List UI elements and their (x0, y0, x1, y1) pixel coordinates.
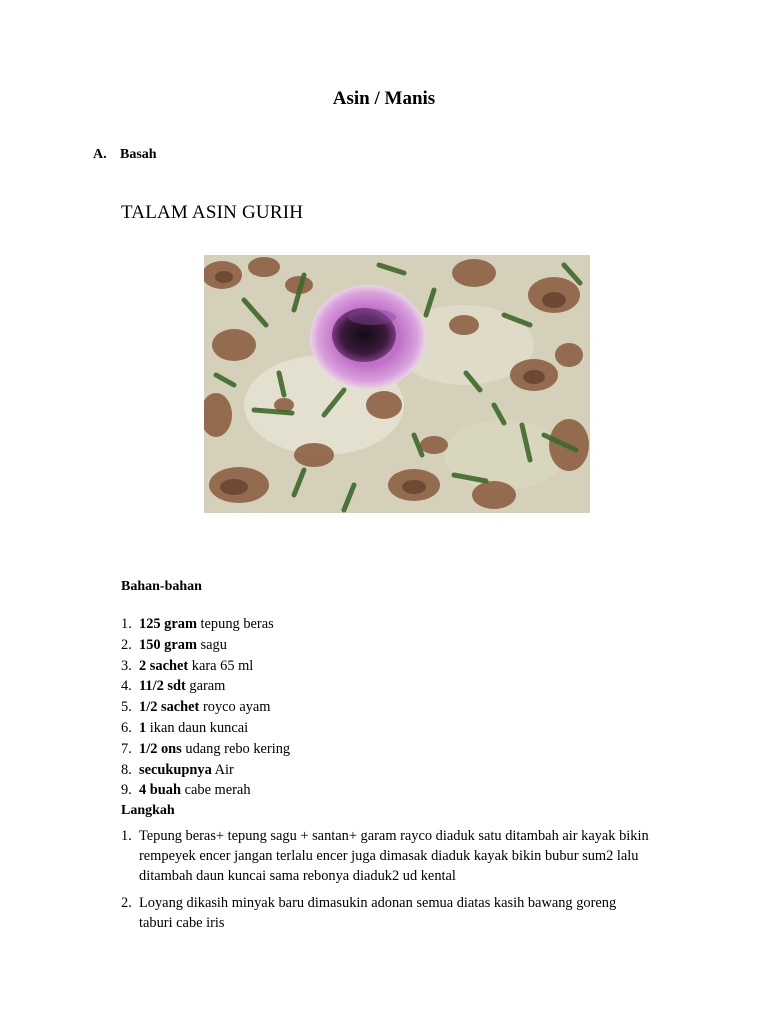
ingredient-number: 8. (121, 761, 132, 778)
ingredient-quantity: 2 sachet (139, 657, 189, 674)
step-number: 1. (121, 828, 132, 844)
ingredient-name: ikan daun kuncai (146, 719, 249, 736)
ingredient-name: udang rebo kering (181, 740, 291, 757)
ingredient-number: 5. (121, 699, 132, 716)
ingredient-number: 3. (121, 657, 132, 674)
ingredient-name: royco ayam (199, 699, 271, 716)
steps-list (121, 827, 651, 942)
ingredients-heading: Bahan-bahan (121, 579, 202, 594)
ingredient-quantity: 125 gram (139, 616, 197, 632)
steps-heading: Langkah (121, 803, 175, 818)
ingredient-item (121, 676, 681, 697)
step-text: Loyang dikasih minyak baru dimasukin adonan semua diatas kasih bawang goreng taburi cabe iris (139, 895, 617, 932)
ingredient-name: garam (185, 678, 226, 695)
ingredient-number: 1. (121, 616, 132, 632)
ingredient-number: 7. (121, 740, 132, 757)
ingredient-item (121, 718, 681, 739)
ingredient-quantity: 4 buah (139, 782, 181, 799)
ingredient-quantity: secukupnya (139, 761, 212, 778)
ingredient-number: 9. (121, 782, 132, 799)
ingredients-list (121, 614, 681, 801)
ingredient-item (121, 739, 681, 760)
talam-photo (204, 255, 590, 513)
step-item (121, 827, 651, 886)
ingredient-quantity: 150 gram (139, 636, 197, 653)
ingredient-item (121, 656, 681, 677)
ingredient-number: 4. (121, 678, 132, 695)
section-heading (93, 147, 157, 163)
ingredient-name: tepung beras (196, 616, 274, 632)
ingredient-name: Air (211, 761, 234, 778)
section-letter: A. (93, 147, 107, 162)
ingredient-name: kara 65 ml (188, 657, 254, 674)
talam-photo-icon (204, 255, 590, 513)
page-title: Asin / Manis (332, 88, 436, 109)
ingredient-item (121, 635, 681, 656)
step-text: Tepung beras+ tepung sagu + santan+ garam rayco diaduk satu ditambah air kayak bikin rempeyek encer jangan terlalu encer juga dimasak diaduk kayak bikin bubur sum2 lalu ditambah daun kuncai sama rebonya diaduk2 ud kental (139, 828, 649, 884)
ingredient-item (121, 760, 681, 781)
ingredient-number: 2. (121, 636, 132, 653)
ingredient-number: 6. (121, 719, 132, 736)
ingredient-item (121, 697, 681, 718)
ingredient-quantity: 1 (139, 719, 147, 736)
section-label: Basah (120, 147, 157, 162)
step-item (121, 894, 651, 934)
step-number: 2. (121, 895, 132, 912)
ingredient-quantity: 1/2 ons (139, 740, 182, 757)
ingredient-item (121, 780, 681, 801)
ingredient-quantity: 11/2 sdt (139, 678, 186, 695)
ingredient-name: cabe merah (181, 782, 251, 799)
ingredient-item (121, 614, 681, 635)
recipe-title: TALAM ASIN GURIH (121, 202, 304, 223)
ingredient-quantity: 1/2 sachet (139, 699, 200, 716)
ingredient-name: sagu (196, 636, 227, 653)
